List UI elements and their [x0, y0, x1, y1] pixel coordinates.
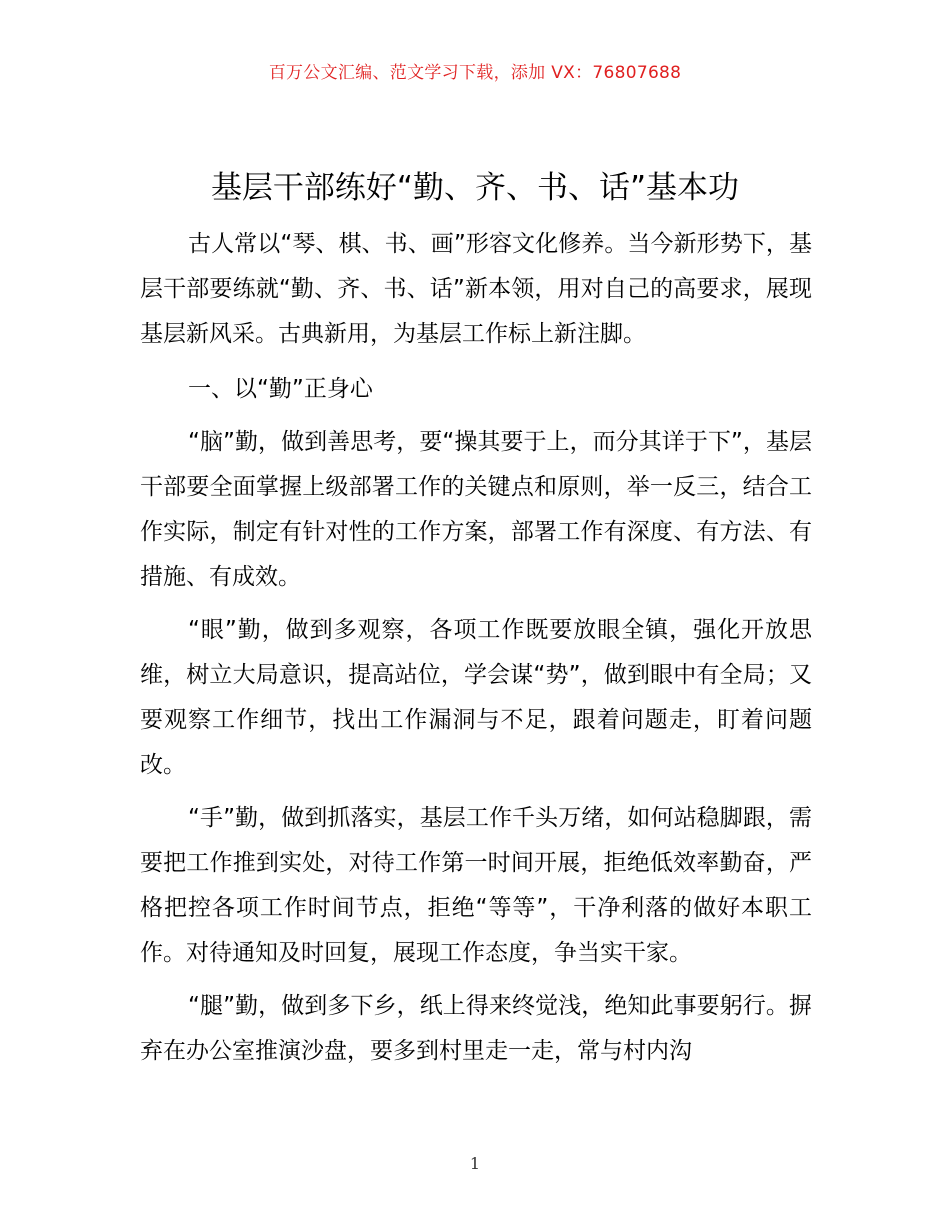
- page-number: 1: [469, 1154, 481, 1173]
- document-title: 基层干部练好“勤、齐、书、话”基本功: [210, 170, 740, 206]
- header-banner: 百万公文汇编、范文学习下载，添加 VX：76807688: [268, 63, 682, 83]
- document-body: [140, 222, 812, 1074]
- paragraph-legs: “腿”勤，做到多下乡，纸上得来终觉浅，绝知此事要躬行。摒弃在办公室推演沙盘，要多到村里走一走，常与村内沟: [140, 993, 812, 1064]
- section-heading: 一、以“勤”正身心: [188, 376, 373, 402]
- paragraph-eyes: “眼”勤，做到多观察，各项工作既要放眼全镇，强化开放思维，树立大局意识，提高站位，学会谋“势”，做到眼中有全局；又要观察工作细节，找出工作漏洞与不足，跟着问题走，盯着问题改。: [140, 617, 812, 778]
- paragraph-brain: “脑”勤，做到善思考，要“操其要于上，而分其详于下”，基层干部要全面掌握上级部署工作的关键点和原则，举一反三，结合工作实际，制定有针对性的工作方案，部署工作有深度、有方法、有措施、有成效。: [140, 429, 812, 590]
- intro-paragraph: 古人常以“琴、棋、书、画”形容文化修养。当今新形势下，基层干部要练就“勤、齐、书、话”新本领，用对自己的高要求，展现基层新风采。古典新用，为基层工作标上新注脚。: [140, 231, 812, 347]
- paragraph-hands: “手”勤，做到抓落实，基层工作千头万绪，如何站稳脚跟，需要把工作推到实处，对待工作第一时间开展，拒绝低效率勤奋，严格把控各项工作时间节点，拒绝“等等”，干净利落的做好本职工作。对待通知及时回复，展现工作态度，争当实干家。: [140, 805, 812, 966]
